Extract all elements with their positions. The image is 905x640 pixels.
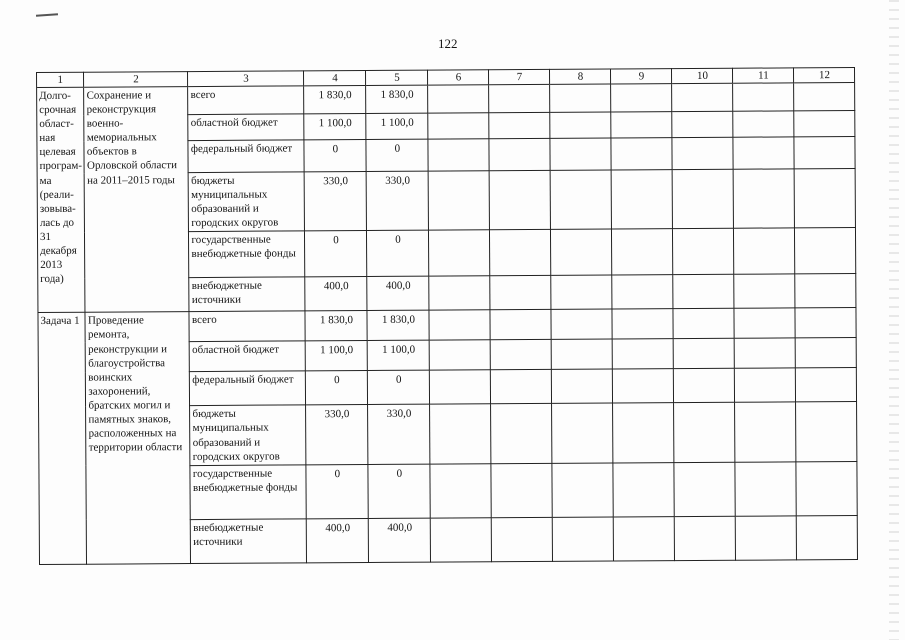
empty-cell bbox=[673, 309, 734, 339]
empty-cell bbox=[797, 515, 858, 559]
empty-cell bbox=[611, 112, 672, 138]
empty-cell bbox=[491, 404, 552, 464]
empty-cell bbox=[794, 83, 855, 111]
empty-cell bbox=[428, 85, 489, 113]
empty-cell bbox=[733, 83, 794, 111]
empty-cell bbox=[490, 310, 551, 340]
amount-cell bbox=[367, 276, 429, 310]
empty-cell bbox=[672, 111, 733, 137]
amount-value: 330,0 bbox=[323, 175, 348, 188]
empty-cell bbox=[796, 402, 857, 462]
header-cell: 5 bbox=[366, 70, 428, 85]
header-cell: 11 bbox=[733, 68, 794, 83]
amount-cell bbox=[305, 172, 367, 232]
empty-cell bbox=[613, 403, 674, 463]
scan-corner-mark bbox=[36, 13, 58, 17]
amount-cell bbox=[307, 518, 369, 562]
funding-source-cell: всего bbox=[188, 86, 304, 115]
empty-cell bbox=[736, 516, 797, 560]
funding-source-cell: бюджеты муниципальных образований и городских округов bbox=[190, 405, 306, 465]
empty-cell bbox=[492, 517, 553, 561]
empty-cell bbox=[735, 368, 796, 402]
empty-cell bbox=[612, 309, 673, 339]
empty-cell bbox=[614, 516, 675, 560]
header-cell: 4 bbox=[304, 70, 366, 85]
amount-cell bbox=[366, 85, 428, 113]
amount-cell bbox=[306, 371, 368, 405]
amount-cell bbox=[306, 341, 368, 371]
empty-cell bbox=[796, 368, 857, 402]
budget-table bbox=[36, 67, 858, 565]
program-name-cell: Сохранение и реконструкция военно-мемориальных объектов в Орловской области на 2011–2015 годы bbox=[84, 87, 189, 313]
empty-cell bbox=[734, 169, 795, 229]
empty-cell bbox=[428, 113, 489, 139]
empty-cell bbox=[429, 171, 490, 231]
amount-cell bbox=[304, 140, 366, 172]
amount-value: 0 bbox=[395, 234, 401, 247]
empty-cell bbox=[672, 83, 733, 111]
scan-edge-artifact bbox=[889, 0, 899, 640]
empty-cell bbox=[795, 169, 856, 229]
empty-cell bbox=[675, 516, 736, 560]
empty-cell bbox=[430, 370, 491, 404]
empty-cell bbox=[552, 369, 613, 403]
header-cell: 9 bbox=[611, 69, 672, 84]
empty-cell bbox=[430, 463, 491, 517]
empty-cell bbox=[612, 229, 673, 275]
empty-cell bbox=[673, 169, 734, 229]
amount-cell bbox=[306, 405, 368, 465]
amount-value: 400,0 bbox=[387, 521, 413, 534]
empty-cell bbox=[428, 139, 489, 171]
empty-cell bbox=[429, 230, 490, 276]
amount-cell bbox=[304, 86, 366, 114]
empty-cell bbox=[552, 403, 613, 463]
funding-source-cell: всего bbox=[189, 311, 305, 342]
empty-cell bbox=[489, 138, 550, 170]
empty-cell bbox=[795, 228, 856, 274]
header-cell: 3 bbox=[188, 71, 304, 87]
empty-cell bbox=[612, 170, 673, 230]
empty-cell bbox=[491, 340, 552, 370]
amount-value: 0 bbox=[394, 142, 401, 155]
amount-value: 330,0 bbox=[324, 408, 350, 421]
empty-cell bbox=[612, 275, 673, 309]
amount-value: 0 bbox=[396, 374, 402, 387]
empty-cell bbox=[735, 338, 796, 368]
amount-cell bbox=[305, 311, 367, 341]
amount-cell bbox=[366, 139, 428, 171]
empty-cell bbox=[491, 463, 552, 517]
empty-cell bbox=[490, 230, 551, 276]
empty-cell bbox=[673, 229, 734, 275]
amount-value: 400,0 bbox=[323, 280, 349, 293]
amount-cell bbox=[368, 370, 430, 404]
amount-cell bbox=[366, 113, 428, 139]
empty-cell bbox=[550, 112, 611, 138]
empty-cell bbox=[489, 112, 550, 138]
empty-cell bbox=[735, 402, 796, 462]
header-cell: 6 bbox=[428, 70, 489, 85]
empty-cell bbox=[734, 308, 795, 338]
empty-cell bbox=[795, 308, 856, 338]
empty-cell bbox=[431, 517, 492, 561]
funding-source-cell: государственные внебюджетные фонды bbox=[190, 465, 306, 520]
table-body bbox=[37, 67, 858, 564]
amount-value: 0 bbox=[334, 374, 340, 387]
empty-cell bbox=[672, 137, 733, 169]
amount-value: 0 bbox=[333, 234, 339, 247]
amount-value: 1 830,0 bbox=[319, 314, 353, 327]
amount-value: 400,0 bbox=[325, 521, 351, 534]
header-cell: 7 bbox=[489, 69, 550, 84]
amount-cell bbox=[368, 464, 430, 518]
amount-value: 1 100,0 bbox=[318, 117, 352, 130]
empty-cell bbox=[733, 111, 794, 137]
empty-cell bbox=[551, 309, 612, 339]
empty-cell bbox=[430, 340, 491, 370]
empty-cell bbox=[553, 517, 614, 561]
empty-cell bbox=[490, 276, 551, 310]
amount-cell bbox=[369, 518, 431, 562]
empty-cell bbox=[551, 275, 612, 309]
funding-source-cell: государственные внебюджетные фонды bbox=[189, 231, 305, 278]
amount-cell bbox=[368, 404, 430, 464]
empty-cell bbox=[611, 138, 672, 170]
empty-cell bbox=[551, 170, 612, 230]
empty-cell bbox=[429, 276, 490, 310]
empty-cell bbox=[430, 404, 491, 464]
empty-cell bbox=[674, 369, 735, 403]
empty-cell bbox=[673, 275, 734, 309]
empty-cell bbox=[796, 461, 857, 515]
empty-cell bbox=[613, 339, 674, 369]
amount-cell bbox=[367, 171, 429, 231]
empty-cell bbox=[551, 229, 612, 275]
amount-cell bbox=[367, 230, 429, 276]
amount-value: 1 830,0 bbox=[318, 89, 352, 102]
empty-cell bbox=[550, 138, 611, 170]
amount-cell bbox=[368, 340, 430, 370]
amount-cell bbox=[304, 114, 366, 140]
amount-value: 330,0 bbox=[386, 408, 412, 421]
amount-cell bbox=[367, 310, 429, 340]
funding-source-cell: внебюджетные источники bbox=[191, 519, 307, 564]
empty-cell bbox=[674, 403, 735, 463]
funding-source-cell: внебюджетные источники bbox=[189, 277, 305, 312]
page-number: 122 bbox=[438, 36, 458, 51]
empty-cell bbox=[490, 170, 551, 230]
empty-cell bbox=[429, 310, 490, 340]
amount-value: 1 830,0 bbox=[380, 88, 414, 101]
amount-value: 330,0 bbox=[385, 174, 410, 187]
amount-value: 1 100,0 bbox=[382, 344, 416, 357]
amount-value: 1 830,0 bbox=[381, 314, 415, 327]
header-cell: 8 bbox=[550, 69, 611, 84]
program-type-cell: Задача 1 bbox=[38, 313, 87, 565]
empty-cell bbox=[733, 137, 794, 169]
amount-value: 0 bbox=[396, 467, 403, 480]
amount-value: 0 bbox=[332, 143, 339, 156]
empty-cell bbox=[794, 111, 855, 137]
table-row bbox=[38, 308, 857, 343]
empty-cell bbox=[674, 462, 735, 516]
amount-cell bbox=[305, 231, 367, 277]
empty-cell bbox=[613, 462, 674, 516]
amount-value: 1 100,0 bbox=[380, 116, 414, 129]
header-cell: 10 bbox=[672, 68, 733, 83]
empty-cell bbox=[491, 370, 552, 404]
header-cell: 1 bbox=[37, 72, 84, 87]
empty-cell bbox=[613, 369, 674, 403]
amount-cell bbox=[305, 277, 367, 311]
funding-source-cell: областной бюджет bbox=[188, 114, 304, 141]
amount-value: 0 bbox=[334, 467, 341, 480]
program-name-cell: Проведение ремонта, реконструкции и благоустройства воинских захоронений, братских могил и памятных знаков, расположенных на территории области bbox=[85, 312, 191, 564]
amount-value: 1 100,0 bbox=[320, 344, 354, 357]
empty-cell bbox=[794, 137, 855, 169]
budget-table-wrapper bbox=[36, 67, 858, 565]
empty-cell bbox=[552, 339, 613, 369]
funding-source-cell: федеральный бюджет bbox=[190, 371, 306, 406]
empty-cell bbox=[735, 462, 796, 516]
header-cell: 2 bbox=[84, 72, 188, 88]
empty-cell bbox=[795, 274, 856, 308]
empty-cell bbox=[611, 84, 672, 112]
funding-source-cell: бюджеты муниципальных образований и городских округов bbox=[189, 172, 305, 232]
header-cell: 12 bbox=[794, 67, 855, 82]
amount-value: 400,0 bbox=[385, 280, 411, 293]
empty-cell bbox=[674, 339, 735, 369]
empty-cell bbox=[489, 84, 550, 112]
program-type-cell: Долго-срочная област-ная целевая програм-ма (реали-зовыва-лась до 31 декабря 2013 года) bbox=[37, 87, 86, 313]
amount-cell bbox=[306, 464, 368, 518]
empty-cell bbox=[550, 84, 611, 112]
empty-cell bbox=[734, 228, 795, 274]
empty-cell bbox=[552, 463, 613, 517]
funding-source-cell: федеральный бюджет bbox=[188, 140, 304, 173]
empty-cell bbox=[734, 274, 795, 308]
empty-cell bbox=[796, 338, 857, 368]
funding-source-cell: областной бюджет bbox=[190, 341, 306, 372]
